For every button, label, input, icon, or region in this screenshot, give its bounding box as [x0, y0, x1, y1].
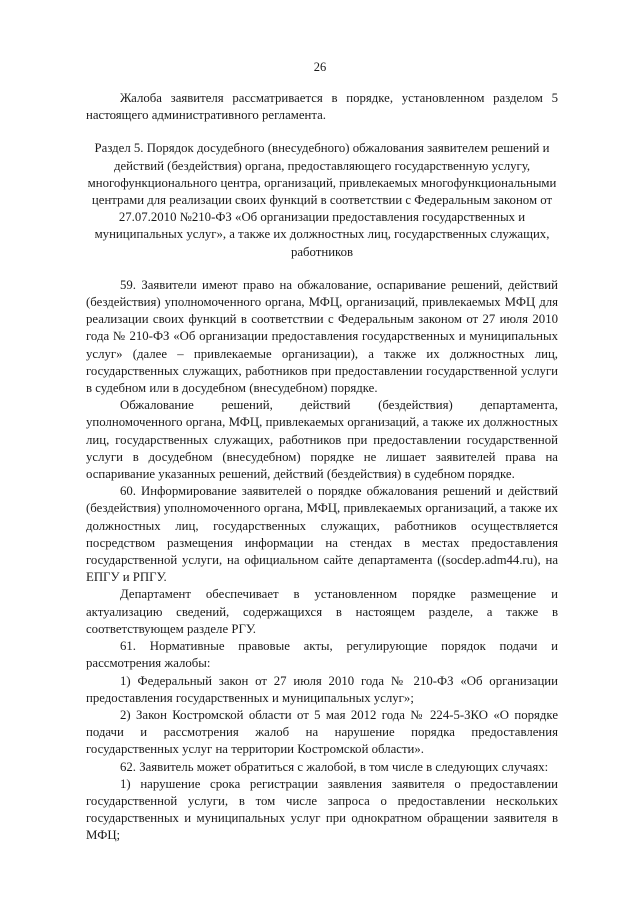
paragraph-62: 62. Заявитель может обратиться с жалобой, в том числе в следующих случаях:: [120, 759, 549, 774]
paragraph-department: Департамент обеспечивает в установленном порядке размещение и актуализацию сведений, содержащихся в настоящем разделе, а также в соответствующем разделе РГУ.: [86, 587, 558, 636]
page-content: [86, 90, 558, 845]
paragraph-61-item-2: 2) Закон Костромской области от 5 мая 2012 года № 224-5-ЗКО «О порядке подачи и рассмотрения жалоб на нарушение порядка предоставления государственных услуг на территории Костромской области».: [86, 707, 558, 757]
paragraph-62-item-1: 1) нарушение срока регистрации заявления заявителя о предоставлении государственной услуги, в том числе запроса о предоставлении нескольких государственных и муниципальных услуг при однократном обращении заявителя в МФЦ;: [86, 776, 558, 843]
paragraph-60: 60. Информирование заявителей о порядке обжалования решений и действий (бездействия) уполномоченного органа, МФЦ, привлекаемых организаций, а также их должностных лиц, государственных служащих, работников осуществляется посредством размещения информации на стендах в местах предоставления государственной услуги, на официальном сайте департамента ((socdep.adm44.ru), на ЕПГУ и РПГУ.: [86, 484, 558, 585]
page-number: 26: [313, 60, 327, 74]
paragraph-61: 61. Нормативные правовые акты, регулирующие порядок подачи и рассмотрения жалобы:: [86, 639, 558, 671]
section-heading: Раздел 5. Порядок досудебного (внесудебного) обжалования заявителем решений и действий (бездействия) органа, предоставляющего государственную услугу, многофункционального центра, организаций, привлекаемых многофункциональными центрами для реализации своих функций в соответствии с Федеральным законом от 27.07.2010 №210-ФЗ «Об организации предоставления государственных и муниципальных услуг», а также их должностных лиц, государственных служащих, работников: [87, 141, 557, 259]
paragraph-61-item-1: 1) Федеральный закон от 27 июля 2010 года № 210-ФЗ «Об организации предоставления государственных и муниципальных услуг»;: [86, 673, 558, 705]
paragraph-59: 59. Заявители имеют право на обжалование, оспаривание решений, действий (бездействия) уполномоченного органа, МФЦ, организаций, привлекаемых МФЦ для реализации своих функций в соответствии с Федеральным законом от 27 июля 2010 года № 210-ФЗ «Об организации предоставления государственных и муниципальных услуг» (далее – привлекаемые организации), а также их должностных лиц, государственных служащих, работников при предоставлении государственной услуги в судебном или в досудебном (внесудебном) порядке.: [86, 277, 558, 396]
intro-paragraph: Жалоба заявителя рассматривается в порядке, установленном разделом 5 настоящего административного регламента.: [86, 91, 558, 123]
paragraph-appeal: Обжалование решений, действий (бездействия) департамента, уполномоченного органа, МФЦ, привлекаемых организаций, а также их должностных лиц, государственных служащих, работников при предоставлении государственной услуги в досудебном (внесудебном) порядке не лишает заявителей права на оспаривание указанных решений, действий (бездействия) в судебном порядке.: [86, 398, 558, 482]
